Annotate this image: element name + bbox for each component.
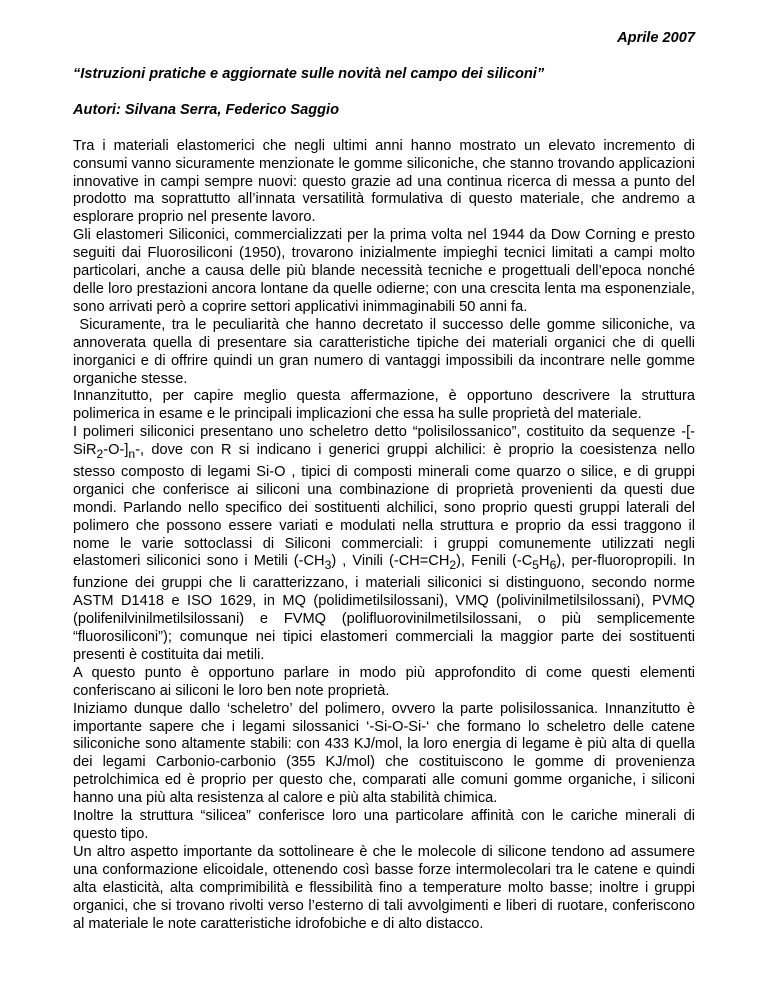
subscript-6: 6	[549, 558, 557, 573]
paragraph-4: Innanzitutto, per capire meglio questa affermazione, è opportuno descrivere la struttura polimerica in esame e le principali implicazioni che essa ha sulle proprietà del materiale.	[73, 388, 695, 423]
paragraph-6: A questo punto è opportuno parlare in modo più approfondito di come questi elementi conferiscano ai siliconi le loro ben note proprietà.	[73, 664, 695, 699]
subscript-3: 3	[324, 558, 332, 573]
paragraph-8: Inoltre la struttura “silicea” conferisce loro una particolare affinità con le cariche minerali di questo tipo.	[73, 808, 695, 842]
paragraph-5-text-f: H	[539, 553, 550, 570]
paragraph-5-text-b: -O-]	[103, 442, 129, 459]
paragraph-5-text-a: I polimeri siliconici presentano uno scheletro detto “polisilossanico”, costituito da sequenze -[-SiR	[73, 424, 695, 459]
paragraph-1: Tra i materiali elastomerici che negli ultimi anni hanno mostrato un elevato incremento di consumi vanno sicuramente menzionate le gomme siliconiche, che stanno trovando applicazioni innovative in campi sempre nuovi: questo grazie ad una continua ricerca di messa a punto del prodotto ma soprattutto all’innata versatilità formulativa di questo materiale, che andremo a esplorare proprio nel presente lavoro.	[73, 137, 695, 226]
paragraph-5	[73, 424, 695, 665]
paragraph-7: Iniziamo dunque dallo ‘scheletro’ del polimero, ovvero la parte polisilossanica. Innanzitutto è importante sapere che i legami silossanici ‘-Si-O-Si-‘ che formano lo scheletro delle catene siliconiche sono altamente stabili: con 433 KJ/mol, la loro energia di legame è più alta di quella dei legami Carbonio-carbonio (355 KJ/mol) che costituiscono le gomme di provenienza petrolchimica ed è proprio per questo che, comparati alle comuni gomme organiche, i siliconi hanno una più alta resistenza al calore e più alta stabilità chimica.	[73, 700, 695, 807]
paragraph-5-text-g: ), per-fluoropropili. In funzione dei gruppi che li caratterizzano, i materiali siliconici si distinguono, secondo norme ASTM D1418 e ISO 1629, in MQ (polidimetilsilossani), VMQ (polivinilmetilsilossani), PVMQ (polifenilvinilmetilsilossani) e FVMQ (polifluorovinilmetilsilossani, o più semplicemente “fluorosiliconi”); comunque nei tipici elastomeri commerciali la maggior parte dei sostituenti presenti è costituita dai metili.	[73, 553, 695, 663]
subscript-n: n	[128, 447, 136, 462]
document-page	[73, 30, 700, 933]
subscript-2: 2	[96, 447, 104, 462]
paragraph-5-text-e: ), Fenili (-C	[456, 553, 533, 570]
paragraph-5-text-c: -, dove con R si indicano i generici gruppi alchilici: è proprio la coesistenza nello stesso composto di legami Si-O , tipici di composti minerali come quarzo o silice, e di gruppi organici che conferisce ai siliconi una combinazione di proprietà provenienti da questi due mondi. Parlando nello specifico dei sostituenti alchilici, sono proprio questi gruppi laterali del polimero che possono essere variati e modulati nella struttura e proprio da essi traggono il nome le varie sottoclassi di Siliconi commerciali: i gruppi comunemente utilizzati negli elastomeri siliconici sono i Metili (-CH	[73, 442, 695, 570]
subscript-5: 5	[532, 558, 540, 573]
paragraph-9: Un altro aspetto importante da sottolineare è che le molecole di silicone tendono ad assumere una conformazione elicoidale, ottenendo così basse forze intermolecolari tra le catene e quindi alta elasticità, alta comprimibilità e flessibilità fino a temperature molto basse; inoltre i gruppi organici, che si trovano rivolti verso l’esterno di tali avvolgimenti e liberi di ruotare, conferiscono al materiale le note caratteristiche idrofobiche e di alto distacco.	[73, 843, 695, 932]
document-title: “Istruzioni pratiche e aggiornate sulle novità nel campo dei siliconi”	[73, 65, 545, 82]
paragraph-2: Gli elastomeri Siliconici, commercializzati per la prima volta nel 1944 da Dow Corning e presto seguiti dai Fluorosiliconi (1950), trovarono inizialmente impieghi tecnici limitati a campi molto particolari, anche a causa delle più blande necessità tecniche e progettuali dell’epoca nonché delle loro prestazioni ancora lontane da quelle odierne; con una crescita lenta ma esponenziale, sono arrivati però a coprire settori applicativi inimmaginabili 50 anni fa.	[73, 227, 695, 315]
subscript-2b: 2	[449, 558, 457, 573]
document-authors: Autori: Silvana Serra, Federico Saggio	[73, 101, 340, 118]
document-date: Aprile 2007	[617, 30, 695, 46]
paragraph-5-text-d: ) , Vinili (-CH=CH	[331, 553, 450, 570]
paragraph-3: Sicuramente, tra le peculiarità che hanno decretato il successo delle gomme siliconiche, va annoverata quella di presentare sia caratteristiche tipiche dei materiali organici che di quelli inorganici e di offrire quindi un gran numero di vantaggi impossibili da incontrare nelle gomme organiche stesse.	[73, 316, 700, 387]
document-body	[73, 137, 700, 934]
